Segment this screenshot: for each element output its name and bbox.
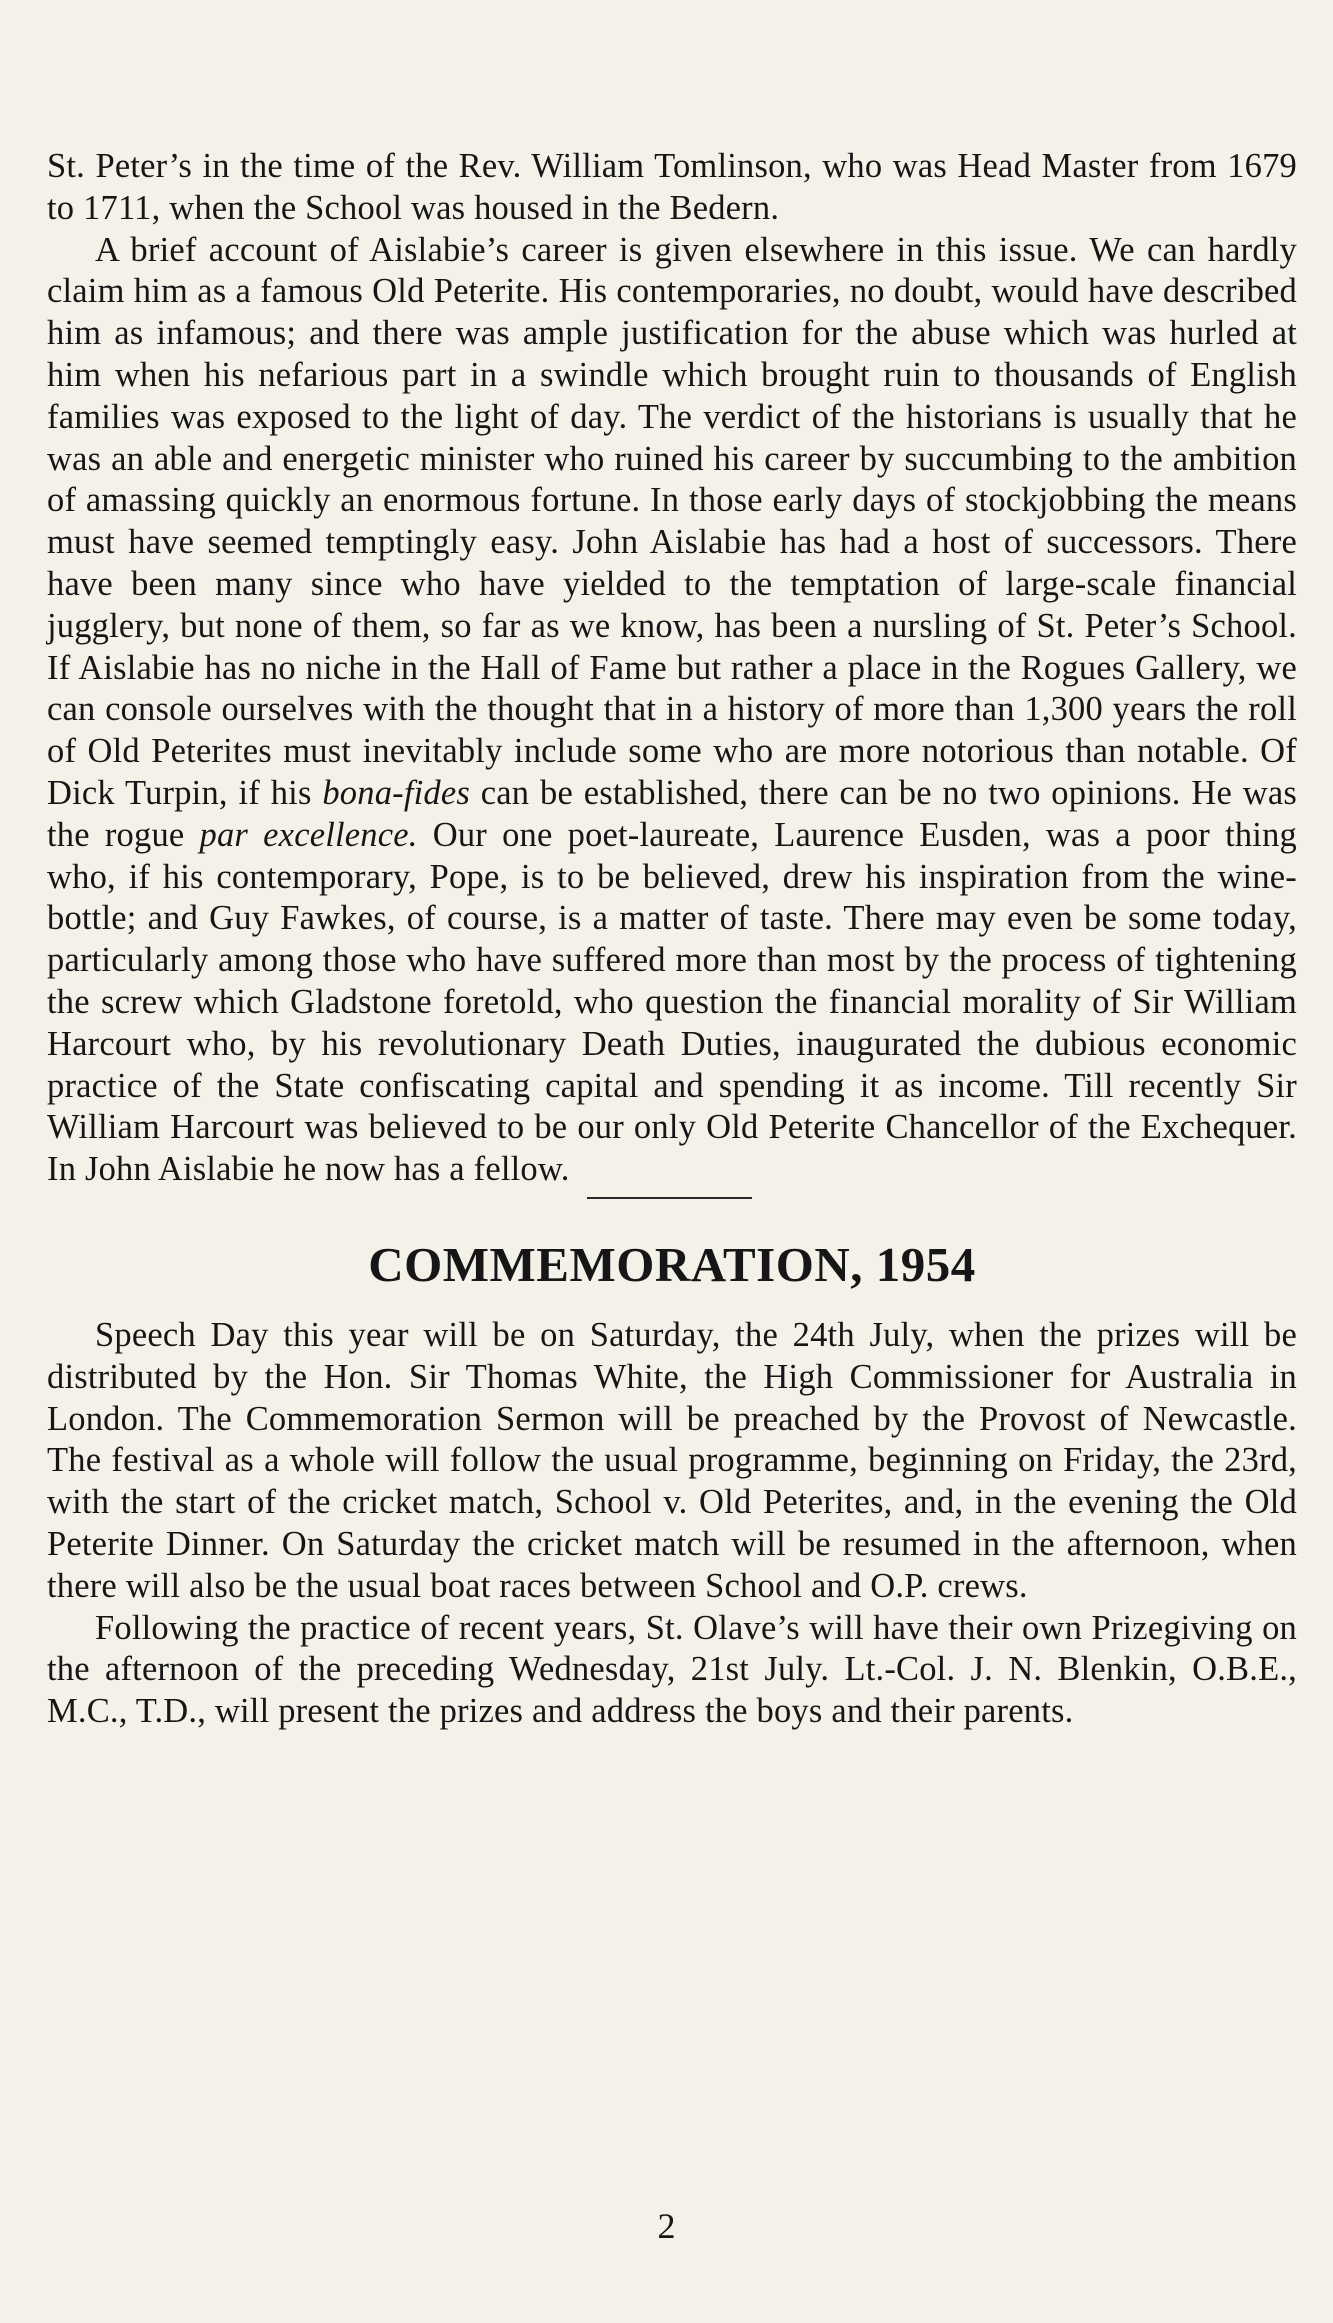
aislabie-text-part-3: Our one poet-laureate, Laurence Eusden, was a poor thing who, if his contemporary, Pope, is to be believed, drew his inspiration from the wine-bottle; and Guy Fawkes, of course, is a matter of taste. There may even be some today, particularly among those who have suffered more than most by the process of tightening the screw which Gladstone foretold, who question the financial morality of Sir William Harcourt who, by his revolutionary Death Duties, inaugurated the dubious economic practice of the State confiscating capital and spending it as income. Till recently Sir William Harcourt was believed to be our only Old Peterite Chancellor of the Exchequer. In John Aislabie he now has a fellow.: [47, 815, 1297, 1189]
italic-bona-fides: bona-fides: [322, 773, 471, 812]
page-number: 2: [657, 2206, 676, 2246]
st-olaves-paragraph: Following the practice of recent years, St. Olave’s will have their own Prizegiving on the afternoon of the preceding Wednesday, 21st July. Lt.-Col. J. N. Blenkin, O.B.E., M.C., T.D., will present the prizes and address the boys and their parents.: [47, 1608, 1297, 1731]
section-divider: [587, 1197, 752, 1199]
aislabie-text-part-2: can be established, there can be no two opinions. He was the rogue: [47, 773, 1297, 854]
aislabie-text-part-1: A brief account of Aislabie’s career is given elsewhere in this issue. We can hardly claim him as a famous Old Peterite. His contemporaries, no doubt, would have described him as infamous; and there was ample justification for the abuse which was hurled at him when his nefarious part in a swindle which brought ruin to thousands of English families was exposed to the light of day. The verdict of the historians is usually that he was an able and energetic minister who ruined his career by succumbing to the ambition of amassing quickly an enormous fortune. In those early days of stockjobbing the means must have seemed temptingly easy. John Aislabie has had a host of successors. There have been many since who have yielded to the temptation of large-scale financial jugglery, but none of them, so far as we know, has been a nursling of St. Peter’s School. If Aislabie has no niche in the Hall of Fame but rather a place in the Rogues Gallery, we can console ourselves with the thought that in a history of more than 1,300 years the roll of Old Peterites must inevitably include some who are more notorious than notable. Of Dick Turpin, if his: [47, 230, 1297, 812]
article-continuation-paragraph: St. Peter’s in the time of the Rev. William Tomlinson, who was Head Master from 1679 to 1711, when the School was housed in the Bedern.: [47, 147, 1297, 227]
page-content: [47, 146, 1297, 1733]
section-heading: COMMEMORATION, 1954: [368, 1236, 976, 1292]
italic-par-excellence: par excellence.: [199, 815, 418, 854]
aislabie-paragraph: [47, 230, 1297, 1191]
speech-day-paragraph: Speech Day this year will be on Saturday, the 24th July, when the prizes will be distributed by the Hon. Sir Thomas White, the High Commissioner for Australia in London. The Commemoration Sermon will be preached by the Provost of Newcastle. The festival as a whole will follow the usual programme, beginning on Friday, the 23rd, with the start of the cricket match, School v. Old Peterites, and, in the evening the Old Peterite Dinner. On Saturday the cricket match will be resumed in the afternoon, when there will also be the usual boat races between School and O.P. crews.: [47, 1315, 1297, 1605]
